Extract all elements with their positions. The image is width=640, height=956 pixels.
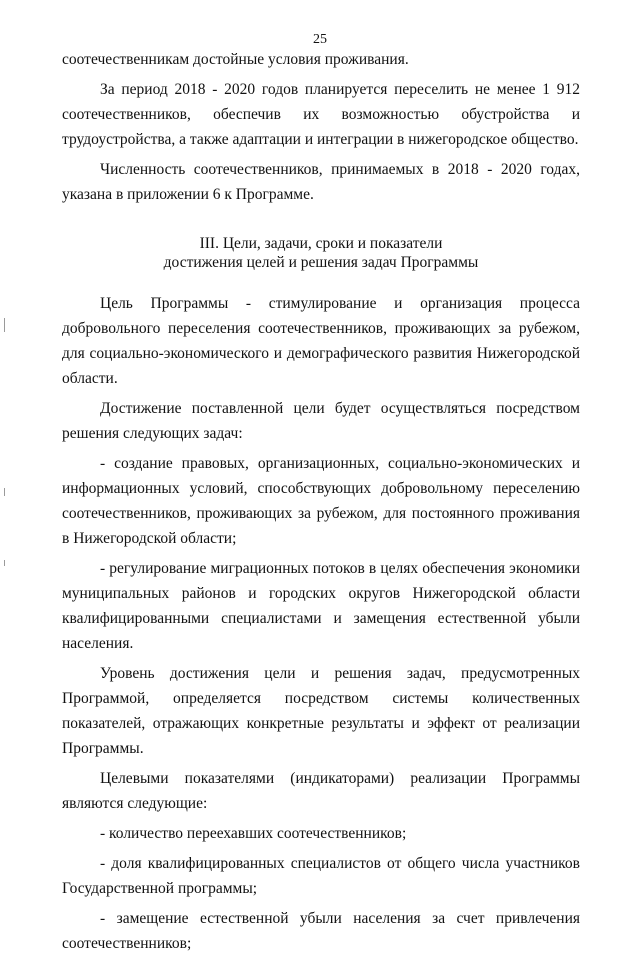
scan-margin-mark — [4, 488, 5, 496]
section-heading-line: достижения целей и решения задач Программы — [163, 254, 479, 271]
scan-margin-mark — [4, 318, 5, 332]
scan-margin-mark — [4, 560, 5, 566]
paragraph: Достижение поставленной цели будет осуществляться посредством решения следующих задач: — [62, 400, 580, 442]
page-number: 25 — [313, 32, 327, 47]
paragraph: Цель Программы - стимулирование и организация процесса добровольного переселения соотечественников, проживающих за рубежом, для социально-экономического и демографического развития Нижегородской области. — [62, 295, 580, 387]
list-item: - создание правовых, организационных, социально-экономических и информационных условий, способствующих добровольному переселению соотечественников, проживающих за рубежом, для постоянного проживания в Нижегородской области; — [62, 455, 580, 547]
section-heading — [62, 234, 580, 272]
paragraph: За период 2018 - 2020 годов планируется переселить не менее 1 912 соотечественников, обеспечив их возможностью обустройства и трудоустройства, а также адаптации и интеграции в нижегородское общество. — [62, 81, 580, 148]
document-body — [62, 47, 580, 956]
paragraph: соотечественникам достойные условия проживания. — [62, 51, 409, 68]
paragraph: Численность соотечественников, принимаемых в 2018 - 2020 годах, указана в приложении 6 к Программе. — [62, 161, 580, 203]
list-item: - замещение естественной убыли населения за счет привлечения соотечественников; — [62, 910, 580, 952]
list-item: - количество переехавших соотечественников; — [100, 825, 407, 842]
list-item: - доля квалифицированных специалистов от общего числа участников Государственной программы; — [62, 855, 580, 897]
section-heading-line: III. Цели, задачи, сроки и показатели — [199, 235, 443, 252]
list-item: - регулирование миграционных потоков в целях обеспечения экономики муниципальных районов и городских округов Нижегородской области квалифицированными специалистами и замещения естественной убыли населения. — [62, 560, 580, 652]
paragraph: Целевыми показателями (индикаторами) реализации Программы являются следующие: — [62, 770, 580, 812]
paragraph: Уровень достижения цели и решения задач, предусмотренных Программой, определяется посредством системы количественных показателей, отражающих конкретные результаты и эффект от реализации Программы. — [62, 665, 580, 757]
